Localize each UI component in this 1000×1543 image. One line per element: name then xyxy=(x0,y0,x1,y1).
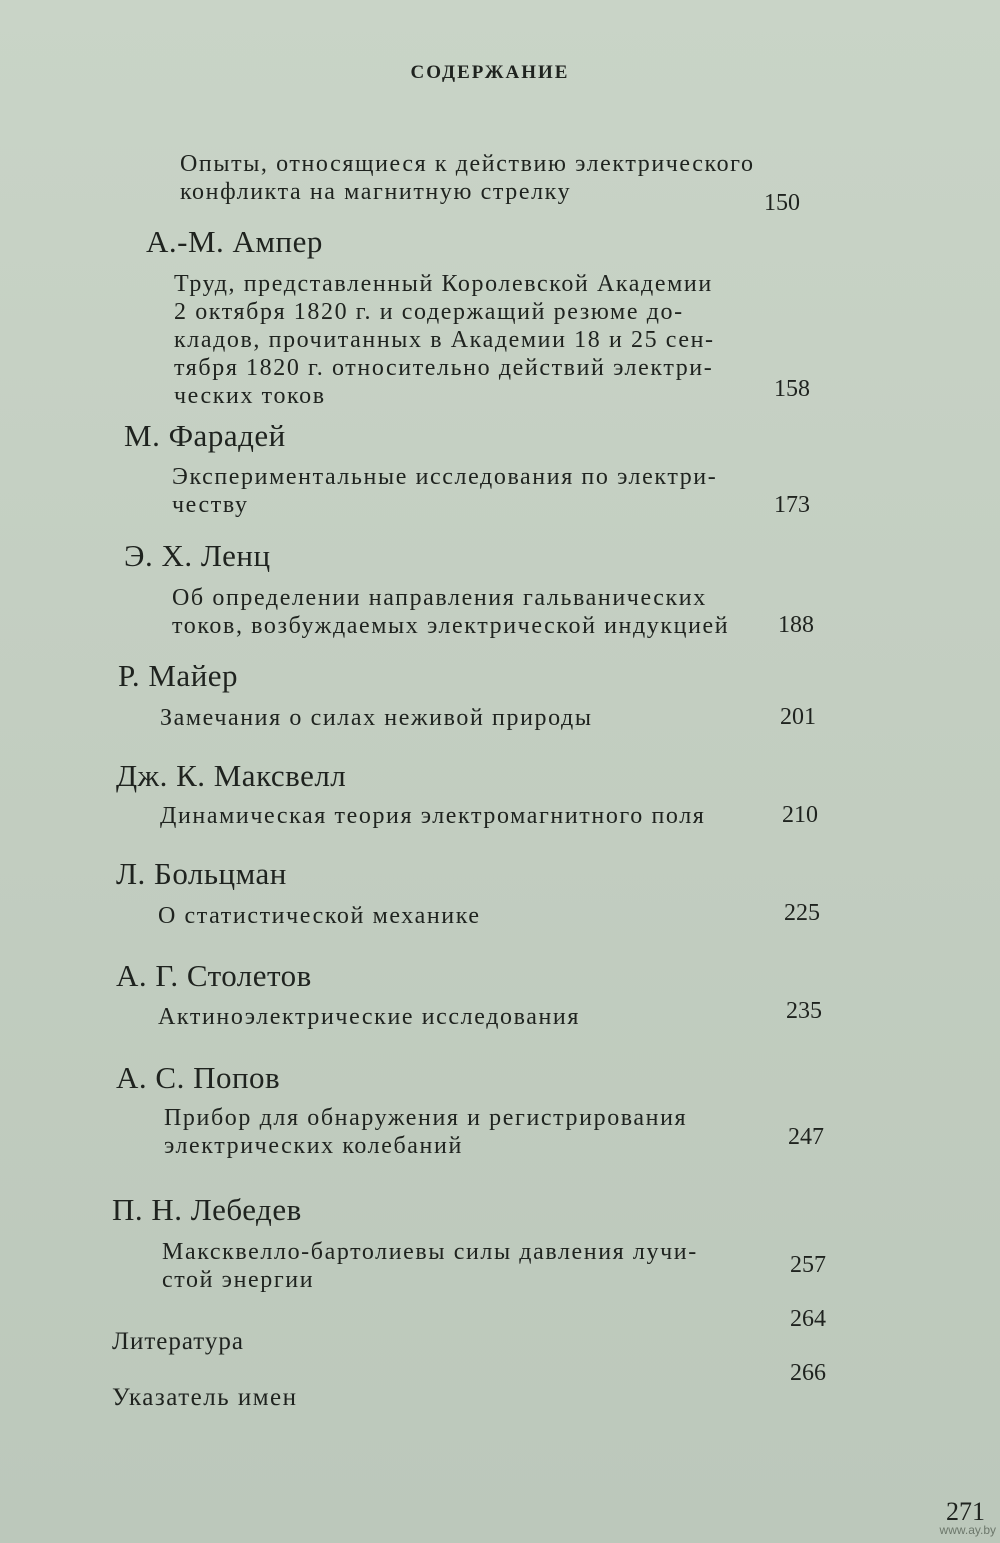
work-line: Труд, представленный Королевской Академии xyxy=(174,271,713,297)
toc-entry-work xyxy=(160,704,593,732)
toc-back-matter-literature: Литература xyxy=(112,1328,244,1355)
toc-entry-author: П. Н. Лебедев xyxy=(112,1192,302,1227)
toc-entry-author: Э. Х. Ленц xyxy=(124,538,271,573)
toc-entry-work xyxy=(162,1238,698,1294)
work-line: стой энергии xyxy=(162,1267,315,1293)
toc-back-matter-index: Указатель имен xyxy=(112,1384,298,1411)
toc-page-number: 257 xyxy=(790,1252,826,1278)
page-folio: 271 xyxy=(946,1497,985,1526)
toc-entry-work xyxy=(158,1003,580,1031)
work-line: конфликта на магнитную стрелку xyxy=(180,179,572,205)
work-line: Об определении направления гальванических xyxy=(172,585,707,611)
toc-entry-author: А.-М. Ампер xyxy=(146,224,323,259)
work-line: Актиноэлектрические исследования xyxy=(158,1004,581,1030)
toc-entry-work xyxy=(172,584,729,640)
toc-entry-work xyxy=(174,270,715,410)
work-line: Экспериментальные исследования по электри- xyxy=(172,464,718,490)
work-line: 2 октября 1820 г. и содержащий резюме до- xyxy=(174,299,684,325)
work-line: ческих токов xyxy=(174,383,326,409)
toc-page-number: 158 xyxy=(774,376,810,402)
toc-page-number: 225 xyxy=(784,900,820,926)
work-line: кладов, прочитанных в Академии 18 и 25 сен- xyxy=(174,327,715,353)
toc-page-number: 188 xyxy=(778,612,814,638)
work-line: Замечания о силах неживой природы xyxy=(160,705,593,731)
work-line: токов, возбуждаемых электрической индукцией xyxy=(172,613,730,639)
toc-page-number: 264 xyxy=(790,1306,826,1332)
work-line: Опыты, относящиеся к действию электрического xyxy=(180,151,755,177)
toc-page-number: 150 xyxy=(764,190,800,216)
page-header: СОДЕРЖАНИЕ xyxy=(410,62,570,83)
toc-page-number: 266 xyxy=(790,1360,826,1386)
toc-entry-work xyxy=(172,463,717,519)
toc-entry-author: А. С. Попов xyxy=(116,1060,281,1095)
toc-entry-author: А. Г. Столетов xyxy=(116,958,312,993)
toc-page-number: 235 xyxy=(786,998,822,1024)
work-line: О статистической механике xyxy=(158,903,481,929)
toc-entry-author: Дж. К. Максвелл xyxy=(116,758,347,793)
toc-entry-author: М. Фарадей xyxy=(124,418,286,453)
work-line: честву xyxy=(172,492,249,518)
work-line: Прибор для обнаружения и регистрирования xyxy=(164,1105,688,1131)
toc-entry-work xyxy=(160,802,705,830)
toc-entry-work xyxy=(164,1104,687,1160)
toc-page-number: 173 xyxy=(774,492,810,518)
watermark-text: www.ay.by xyxy=(939,1523,996,1537)
toc-entry-author: Р. Майер xyxy=(118,658,239,693)
work-line: Максквелло-бартолиевы силы давления лучи- xyxy=(162,1239,698,1265)
toc-entry-work xyxy=(180,150,755,206)
toc-entry-work xyxy=(158,902,481,930)
toc-page-number: 201 xyxy=(780,704,816,730)
toc-entry-author: Л. Больцман xyxy=(116,856,287,891)
work-line: Динамическая теория электромагнитного поля xyxy=(160,803,706,829)
work-line: тября 1820 г. относительно действий электри- xyxy=(174,355,714,381)
toc-page-number: 247 xyxy=(788,1124,824,1150)
toc-page-number: 210 xyxy=(782,802,818,828)
work-line: электрических колебаний xyxy=(164,1133,463,1159)
